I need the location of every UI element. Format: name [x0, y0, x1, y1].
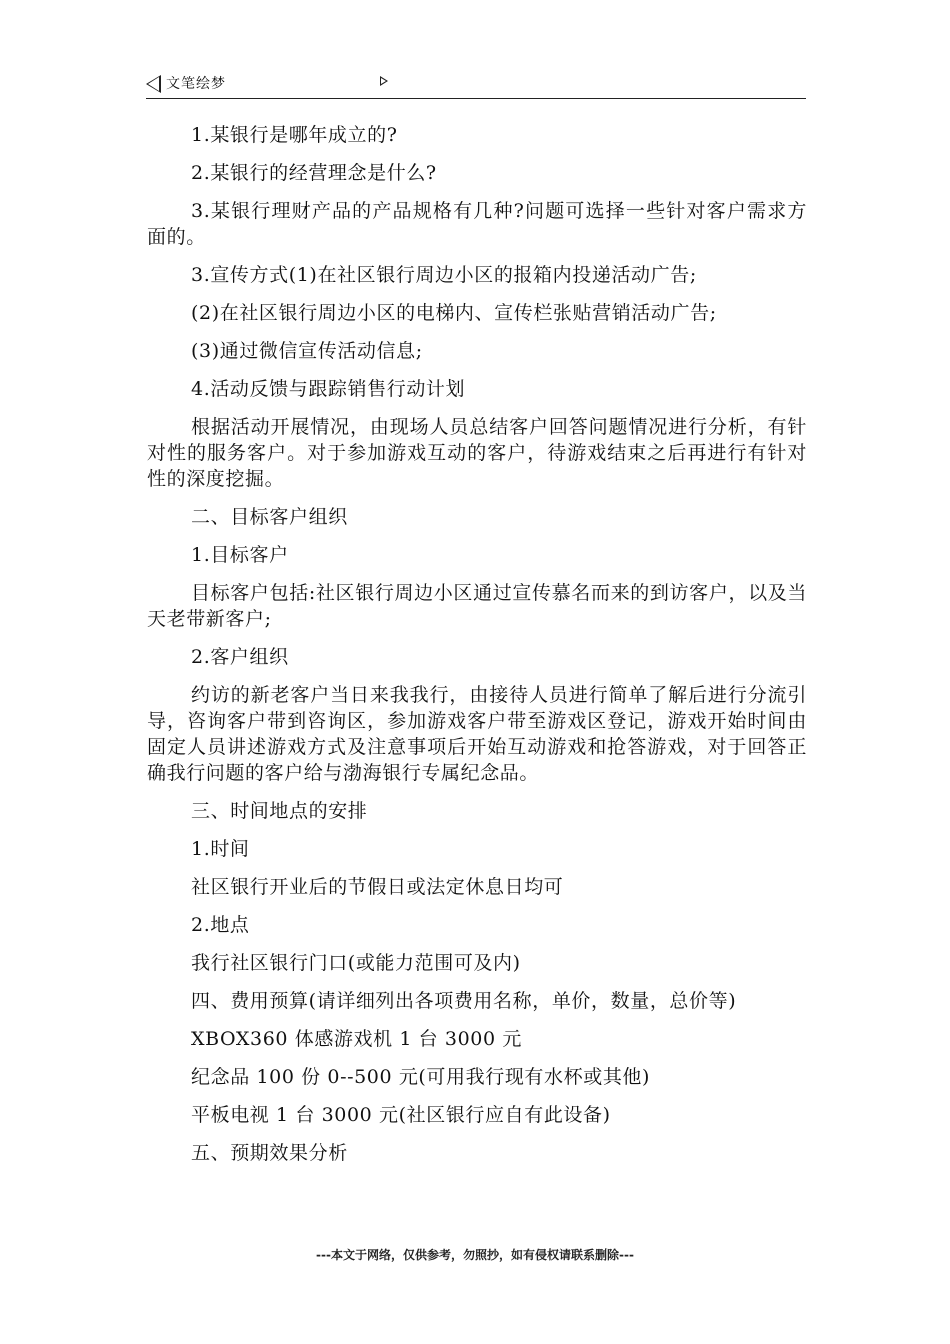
budget-item: 平板电视 1 台 3000 元(社区银行应自有此设备) — [191, 1104, 611, 1126]
header-brand: 文笔绘梦 — [166, 76, 226, 92]
paragraph: 我行社区银行门口(或能力范围可及内) — [191, 952, 521, 974]
document-body — [147, 122, 807, 1178]
left-triangle-icon — [146, 75, 161, 93]
section-heading: 四、费用预算(请详细列出各项费用名称，单价，数量，总价等) — [191, 990, 737, 1012]
page-footer: ---本文于网络，仅供参考，勿照抄，如有侵权请联系删除--- — [316, 1248, 634, 1262]
paragraph: 1.目标客户 — [191, 544, 289, 566]
paragraph: 社区银行开业后的节假日或法定休息日均可 — [191, 876, 564, 898]
paragraph: 3.某银行理财产品的产品规格有几种?问题可选择一些针对客户需求方面的。 — [147, 200, 807, 248]
paragraph: (3)通过微信宣传活动信息; — [191, 340, 423, 362]
paragraph: 约访的新老客户当日来我我行，由接待人员进行简单了解后进行分流引导，咨询客户带到咨询区，参加游戏客户带至游戏区登记，游戏开始时间由固定人员讲述游戏方式及注意事项后开始互动游戏和抢答游戏，对于回答正确我行问题的客户给与渤海银行专属纪念品。 — [147, 684, 807, 784]
section-heading: 三、时间地点的安排 — [191, 800, 368, 822]
section-heading: 二、目标客户组织 — [191, 506, 348, 528]
paragraph: 目标客户包括:社区银行周边小区通过宣传慕名而来的到访客户，以及当天老带新客户; — [147, 582, 807, 630]
section-heading: 五、预期效果分析 — [191, 1142, 348, 1164]
page-header — [146, 70, 806, 98]
paragraph: 3.宣传方式(1)在社区银行周边小区的报箱内投递活动广告; — [191, 264, 697, 286]
paragraph: 2.地点 — [191, 914, 250, 936]
budget-item: XBOX360 体感游戏机 1 台 3000 元 — [191, 1028, 522, 1050]
paragraph: 2.客户组织 — [191, 646, 289, 668]
budget-item: 纪念品 100 份 0--500 元(可用我行现有水杯或其他) — [191, 1066, 651, 1088]
right-triangle-icon — [380, 76, 388, 86]
paragraph: 2.某银行的经营理念是什么? — [191, 162, 437, 184]
header-divider — [146, 98, 806, 99]
paragraph: (2)在社区银行周边小区的电梯内、宣传栏张贴营销活动广告; — [191, 302, 717, 324]
paragraph: 1.时间 — [191, 838, 250, 860]
paragraph: 4.活动反馈与跟踪销售行动计划 — [191, 378, 466, 400]
paragraph: 根据活动开展情况，由现场人员总结客户回答问题情况进行分析，有针对性的服务客户。对于参加游戏互动的客户，待游戏结束之后再进行有针对性的深度挖掘。 — [147, 416, 807, 490]
paragraph: 1.某银行是哪年成立的? — [191, 124, 398, 146]
